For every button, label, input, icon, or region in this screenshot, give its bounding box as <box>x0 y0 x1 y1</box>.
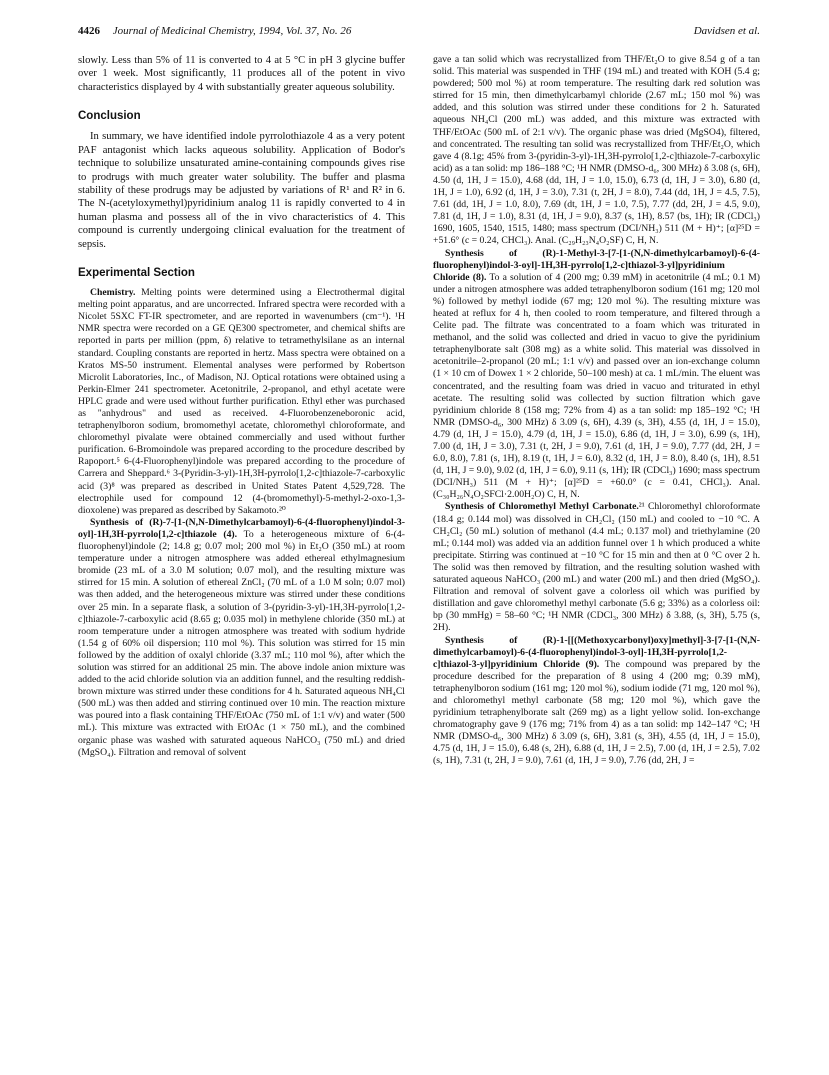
synthesis-4-paragraph <box>78 517 405 759</box>
synthesis-9-paragraph <box>433 635 760 768</box>
synthesis-8-heading: Synthesis of (R)-1-Methyl-3-[7-[1-(N,N-dimethylcarbamoyl)-6-(4-fluorophenyl)indol-3-oyl]-1H,3H-pyrrolo[1,2-c]thiazol-3-yl]pyridinium Chloride (8). <box>433 247 760 283</box>
synthesis-9-text: The compound was prepared by the procedure described for the preparation of 8 using 4 (200 mg; 0.39 mM), tetraphenylboron sodium (161 mg; 120 mol %), sodium iodide (71 mg, 120 mol %), and chloromethyl methyl carbonate (58 mg; 120 mol %), which gave the pyridinium tetraphenylborate salt (269 mg) as a light yellow solid. Ion-exchange chromatography gave 9 (176 mg; 71% from 4) as a tan solid: mp 142–147 °C; ¹H NMR (DMSO-d₆, 300 MHz) δ 3.09 (s, 6H), 3.81 (s, 3H), 4.55 (d, 1H, J = 15.0), 4.75 (d, 1H, J = 15.0), 6.48 (s, 2H), 6.88 (d, 1H, J = 2.5), 7.00 (d, 1H, J = 2.5), 7.02 (s, 1H), 7.31 (t, 2H, J = 9.0), 7.61 (d, 1H, J = 9.0), 7.76 (dd, 2H, J = <box>433 658 760 767</box>
running-header <box>78 24 760 40</box>
experimental-heading: Experimental Section <box>78 266 195 279</box>
left-column <box>78 54 405 759</box>
synthesis-8-text: To a solution of 4 (200 mg; 0.39 mM) in acetonitrile (4 mL; 0.1 M) under a nitrogen atmosphere was added tetraphenylboron sodium (161 mg; 120 mol %) followed by methyl iodide (67 mg; 120 mol %). The resulting mixture was heated at reflux for 4 h, then cooled to room temperature, and filtered through a Celite pad. The filtrate was concentrated to a foam which was triturated in methanol, and the solid was collected and dried in vacuo to give the pyridinium tetraphenylborate salt (308 mg) as a white solid. This material was dissolved in acetonitrile–2-propanol (20 mL; 1:1 v/v) and passed over an ion-exchange column (1 × 10 cm of Dowex 1 × 2 chloride, 50–100 mesh) at ca. 1 mL/min. The eluent was concentrated, and the resulting foam was dried in vacuo and triturated in ethyl acetate. The resulting solid was collected by suction filtration which gave pyridinium chloride 8 (158 mg; 72% from 4) as a tan solid: mp 185–192 °C; ¹H NMR (DMSO-d₆, 300 MHz) δ 3.09 (s, 6H), 4.39 (s, 3H), 4.55 (d, 1H, J = 15.0), 4.79 (d, 1H, J = 15.0), 4.79 (d, 1H, J = 15.0), 6.86 (d, 1H, J = 3.0), 6.99 (s, 1H), 7.00 (d, 1H, J = 3.0), 7.31 (t, 2H, J = 9.0), 7.61 (d, 1H, J = 9.0), 7.77 (dd, 2H, J = 6.0, 8.0), 7.81 (s, 1H), 8.19 (t, 1H, J = 6.0), 8.32 (d, 1H, J = 8.0), 8.40 (s, 1H), 8.51 (d, 1H, J = 9.0), 9.02 (d, 1H, J = 6.0), 9.11 (s, 1H); IR (CDCl₃) 1690; mass spectrum (DCI/NH₃) 511 (M + H)⁺; [α]²⁵D = +60.0° (c = 0.41, CHCl₃). Anal. (C₃₀H₂₆N₄O₂SFCl·2.00H₂O) C, H, N. <box>433 271 760 501</box>
synthesis-8-paragraph <box>433 248 760 502</box>
synthesis-4-text: To a heterogeneous mixture of 6-(4-fluorophenyl)indole (2; 14.8 g; 0.07 mol; 200 mol %) in Et₂O (350 mL) at room temperature under a nitrogen atmosphere was added ethereal ethylmagnesium bromide (23 mL of a 3.0 M solution; 0.07 mol), and the resulting mixture was stirred for 15 min. A solution of ethereal ZnCl₂ (70 mL of a 1.0 M soln; 0.07 mol) was then added, and the heterogeneous mixture was stirred under these conditions over 25 min. In a separate flask, a solution of 3-(pyridin-3-yl)-1H,3H-pyrrolo[1,2-c]thiazole-7-carboxylic acid (8.65 g; 0.035 mol) in methylene chloride (350 mL) at room temperature under a nitrogen atmosphere was treated with sodium hydride (1.54 g of 60% oil dispersion; 110 mol %). This solution was stirred for 15 min followed by the addition of oxalyl chloride (3.37 mL; 110 mol %), after which the solution was stirred for an additional 25 min. The above indole anion mixture was added to the acid chloride solution via an addition funnel, and the resulting reddish-brown mixture was stirred under these conditions for 4 h. Saturated aqueous NH₄Cl (500 mL) was then added and stirring continued over 10 min. The reaction mixture was poured into a flask containing THF/EtOAc (750 mL of 1:1 v/v) and water (500 mL). This mixture was extracted with EtOAc (1 × 750 mL), and the combined organic phase was washed with saturated aqueous NaHCO₃ (750 mL) and dried (MgSO₄). Filtration and removal of solvent <box>78 528 405 758</box>
running-authors: Davidsen et al. <box>693 25 760 37</box>
continued-paragraph: gave a tan solid which was recrystallized from THF/Et₂O to give 8.54 g of a tan solid. This material was suspended in THF (194 mL) and treated with KOH (5.4 g; powdered; 500 mol %) at room temperature. The resulting dark red solution was stirred for 15 min, then dimethylcarbamyl chloride (2.67 mL; 150 mol %) was added, and this solution was stirred under these conditions for 2 h. Saturated aqueous NH₄Cl (200 mL) was added, and this mixture was extracted with THF/EtOAc (500 mL of 2:1 v/v). The organic phase was dried (MgSO4), filtered, and concentrated. The resulting tan solid was recrystallized from THF/Et₂O, which gave 4 (8.1g; 45% from 3-(pyridin-3-yl)-1H,3H-pyrrolo[1,2-c]thiazole-7-carboxylic acid) as a tan solid: mp 186–188 °C; ¹H NMR (DMSO-d₆, 300 MHz) δ 3.08 (s, 6H), 4.50 (d, 1H, J = 15.0), 4.68 (dd, 1H, J = 1.0, 15.0), 6.73 (d, 1H, J = 3.0), 6.80 (d, 1H, J = 1.0), 6.92 (d, 1H, J = 3.0), 7.31 (t, 2H, J = 8.0), 7.44 (dd, 1H, J = 4.5, 7.5), 7.61 (dd, 1H, J = 1.0, 8.0), 7.69 (dt, 1H, J = 1.0, 7.5), 7.77 (dd, 2H, J = 4.5, 9.0), 7.81 (d, 1H, J = 1.0), 8.31 (d, 1H, J = 9.0), 8.37 (s, 1H), 8.57 (bs, 1H); IR (CDCl₃) 1690, 1605, 1540, 1515, 1480; mass spectrum (DCI/NH₃) 511 (M + H)⁺; [α]²⁵D = +51.6° (c = 0.24, CHCl₃). Anal. (C₂₉H₂₃N₄O₂SF) C, H, N. <box>433 54 760 247</box>
right-column <box>433 54 760 768</box>
intro-paragraph: slowly. Less than 5% of 11 is converted to 4 at 5 °C in pH 3 glycine buffer over 1 week. Most significantly, 11 produces all of the potent in vivo characteristics displayed by 4 with substantially greater aqueous solubility. <box>78 55 405 93</box>
chemistry-text: Melting points were determined using a Electrothermal digital melting point apparatus, and are uncorrected. Infrared spectra were recorded with a Nicolet 5SXC FT-IR spectrometer, and are reported in wavenumbers (cm⁻¹). ¹H NMR spectra were recorded on a GE QE300 spectrometer, and chemical shifts are reported in parts per million (ppm, δ) relative to tetramethylsilane as an internal standard. Coupling constants are reported in hertz. Mass spectra were obtained on a Kratos MS-50 instrument. Elemental analyses were performed by Robertson Microlit Laboratories, Inc., of Madison, NJ. Optical rotations were obtained using a Perkin-Elmer 241 spectrometer. Acetonitrile, 2-propanol, and ethyl acetate were HPLC grade and were used without further purification. Ethyl ether was purchased as "anhydrous" and used as received. 4-Fluorobenzeneboronic acid, tetraphenylboron sodium, bromomethyl acetate, chloromethyl chloroformate, and chloromethyl pivalate were obtained commercially and used without further purification. 6-Bromoindole was prepared according to the procedure described by Rapoport.⁵ 6-(4-Fluorophenyl)indole was prepared according to the procedure of Carrera and Sheppard.⁶ 3-(Pyridin-3-yl)-1H,3H-pyrrolo[1,2-c]thiazole-7-carboxylic acid (3)⁸ was prepared as described in United States Patent 4,529,728. The electrophile used for compound 12 (4-(bromomethyl)-5-methyl-2-oxo-1,3-dioxolene) was prepared as described by Sakamoto.²⁰ <box>78 287 405 516</box>
conclusion-heading: Conclusion <box>78 110 141 123</box>
conclusion-paragraph: In summary, we have identified indole pyrrolothiazole 4 as a very potent PAF antagonist which lacks aqueous solubility. Application of Bodor's technique to solubilize unsaturated amine-containing compounds gives rise to prodrugs with much greater water solubility. The buffer and plasma stability of these prodrugs may be adjusted by variations of R¹ and R² in 6. The N-(acetyloxymethyl)pyridinium analog 11 is rapidly converted to 4 in human plasma and possess all of the in vivo characteristics of 4. This compound is currently undergoing clinical evaluation for the treatment of sepsis. <box>78 131 405 250</box>
synthesis-carbonate-paragraph <box>433 501 760 634</box>
synthesis-carbonate-text: ²¹ Chloromethyl chloroformate (18.4 g; 0.144 mol) was dissolved in CH₂Cl₂ (150 mL) and cooled to −10 °C. A CH₂Cl₂ (50 mL) solution of methanol (4.4 mL; 0.137 mol) and triethylamine (20 mL; 0.144 mol) was added via an addition funnel over 1 h which produced a white precipitate. Stirring was continued at −10 °C for 15 min and then at 0 °C over 2 h. The solid was then removed by filtration, and the resulting solution washed with saturated aqueous NaHCO₃ (200 mL) and water (200 mL) and then dried (MgSO₄). Filtration and removal of solvent gave a colorless oil which was purified by distillation and gave chloromethyl methyl carbonate (5.6 g; 33%) as a colorless oil: bp (30 mmHg) = 58–60 °C; ¹H NMR (CDCl₃, 300 MHz) δ 3.88, (s, 3H), 5.75 (s, 2H). <box>433 501 760 634</box>
synthesis-9-heading: Synthesis of (R)-1-[[(Methoxycarbonyl)oxy]methyl]-3-[7-[1-(N,N-dimethylcarbamoyl)-6-(4-fluorophenyl)indol-3-oyl]-1H,3H-pyrrolo[1,2-c]thiazol-3-yl]pyridinium Chloride (9). <box>433 634 760 670</box>
chemistry-paragraph <box>78 287 405 517</box>
synthesis-carbonate-heading: Synthesis of Chloromethyl Methyl Carbonate. <box>445 501 639 513</box>
page-number: 4426 <box>78 25 100 37</box>
chemistry-run-in-heading: Chemistry. <box>90 287 136 299</box>
journal-citation: Journal of Medicinal Chemistry, 1994, Vol. 37, No. 26 <box>112 25 352 37</box>
synthesis-4-heading: Synthesis of (R)-7-[1-(N,N-Dimethylcarbamoyl)-6-(4-fluorophenyl)indol-3-oyl]-1H,3H-pyrrolo[1,2-c]thiazole (4). <box>78 516 405 540</box>
